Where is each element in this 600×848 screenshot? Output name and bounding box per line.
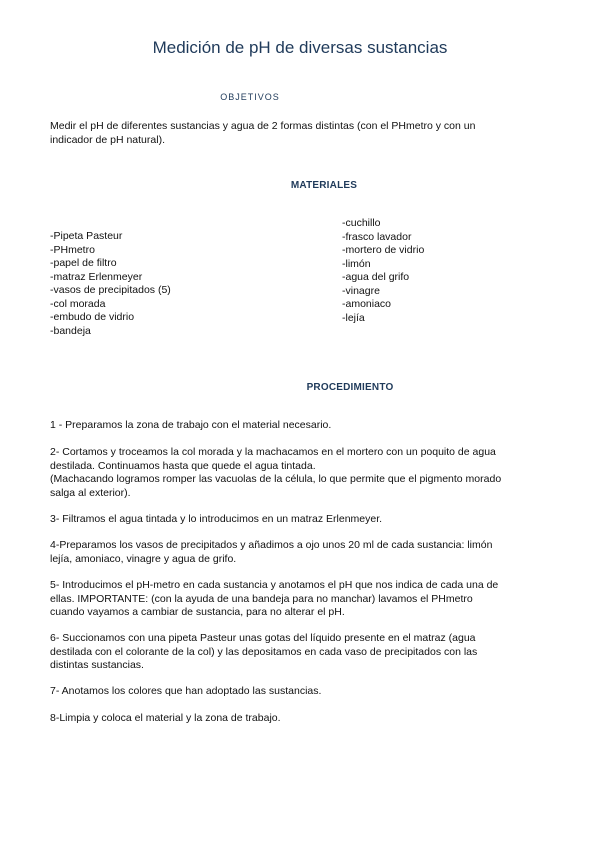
material-item: -limón: [342, 257, 371, 270]
material-item: -col morada: [50, 297, 106, 310]
step-7: 7- Anotamos los colores que han adoptado las sustancias.: [50, 685, 322, 697]
material-item: -embudo de vidrio: [50, 311, 135, 323]
material-item: -mortero de vidrio: [342, 244, 425, 256]
document-title: Medición de pH de diversas sustancias: [152, 38, 448, 57]
materiales-list-left: [50, 230, 171, 338]
step-2: 2- Cortamos y troceamos la col morada y la machacamos en el mortero con un poquito de agua destilada. Continuamos hasta que quede el agua tintada. (Machacando logramos romper las vacuolas de la célula, lo que permite que el pigmento morado salga al exterior).: [50, 446, 502, 499]
materiales-list-right: [342, 217, 424, 325]
material-item: -bandeja: [50, 324, 91, 337]
material-item: -matraz Erlenmeyer: [50, 270, 143, 283]
material-item: -Pipeta Pasteur: [50, 230, 123, 242]
objetivos-heading: OBJETIVOS: [220, 92, 280, 102]
material-item: -vasos de precipitados (5): [50, 284, 171, 296]
step-6: 6- Succionamos con una pipeta Pasteur unas gotas del líquido presente en el matraz (agua destilada con el colorante de la col) y las depositamos en cada vaso de precipitados con las distintas sustancias.: [50, 632, 478, 671]
materiales-heading: MATERIALES: [290, 180, 358, 191]
procedimiento-heading: PROCEDIMIENTO: [306, 382, 394, 393]
step-8: 8-Limpia y coloca el material y la zona de trabajo.: [50, 712, 281, 724]
material-item: -lejía: [342, 311, 365, 324]
step-3: 3- Filtramos el agua tintada y lo introducimos en un matraz Erlenmeyer.: [50, 513, 383, 525]
step-5: 5- Introducimos el pH-metro en cada sustancia y anotamos el pH que nos indica de cada una de ellas. IMPORTANTE: (con la ayuda de una bandeja para no manchar) lavamos el PHmetro cuando vayamos a cambiar de sustancia, para no alterar el pH.: [50, 579, 499, 618]
material-item: -papel de filtro: [50, 257, 117, 269]
step-4: 4-Preparamos los vasos de precipitados y añadimos a ojo unos 20 ml de cada sustancia: limón lejía, amoniaco, vinagre y agua de grifo.: [50, 539, 493, 565]
material-item: -frasco lavador: [342, 230, 412, 243]
objetivos-text: Medir el pH de diferentes sustancias y agua de 2 formas distintas (con el PHmetro y con un indicador de pH natural).: [50, 120, 476, 146]
material-item: -cuchillo: [342, 217, 381, 229]
step-1: 1 - Preparamos la zona de trabajo con el material necesario.: [50, 419, 332, 431]
material-item: -agua del grifo: [342, 271, 410, 283]
material-item: -vinagre: [342, 284, 380, 297]
material-item: -PHmetro: [50, 243, 95, 256]
material-item: -amoniaco: [342, 298, 392, 310]
